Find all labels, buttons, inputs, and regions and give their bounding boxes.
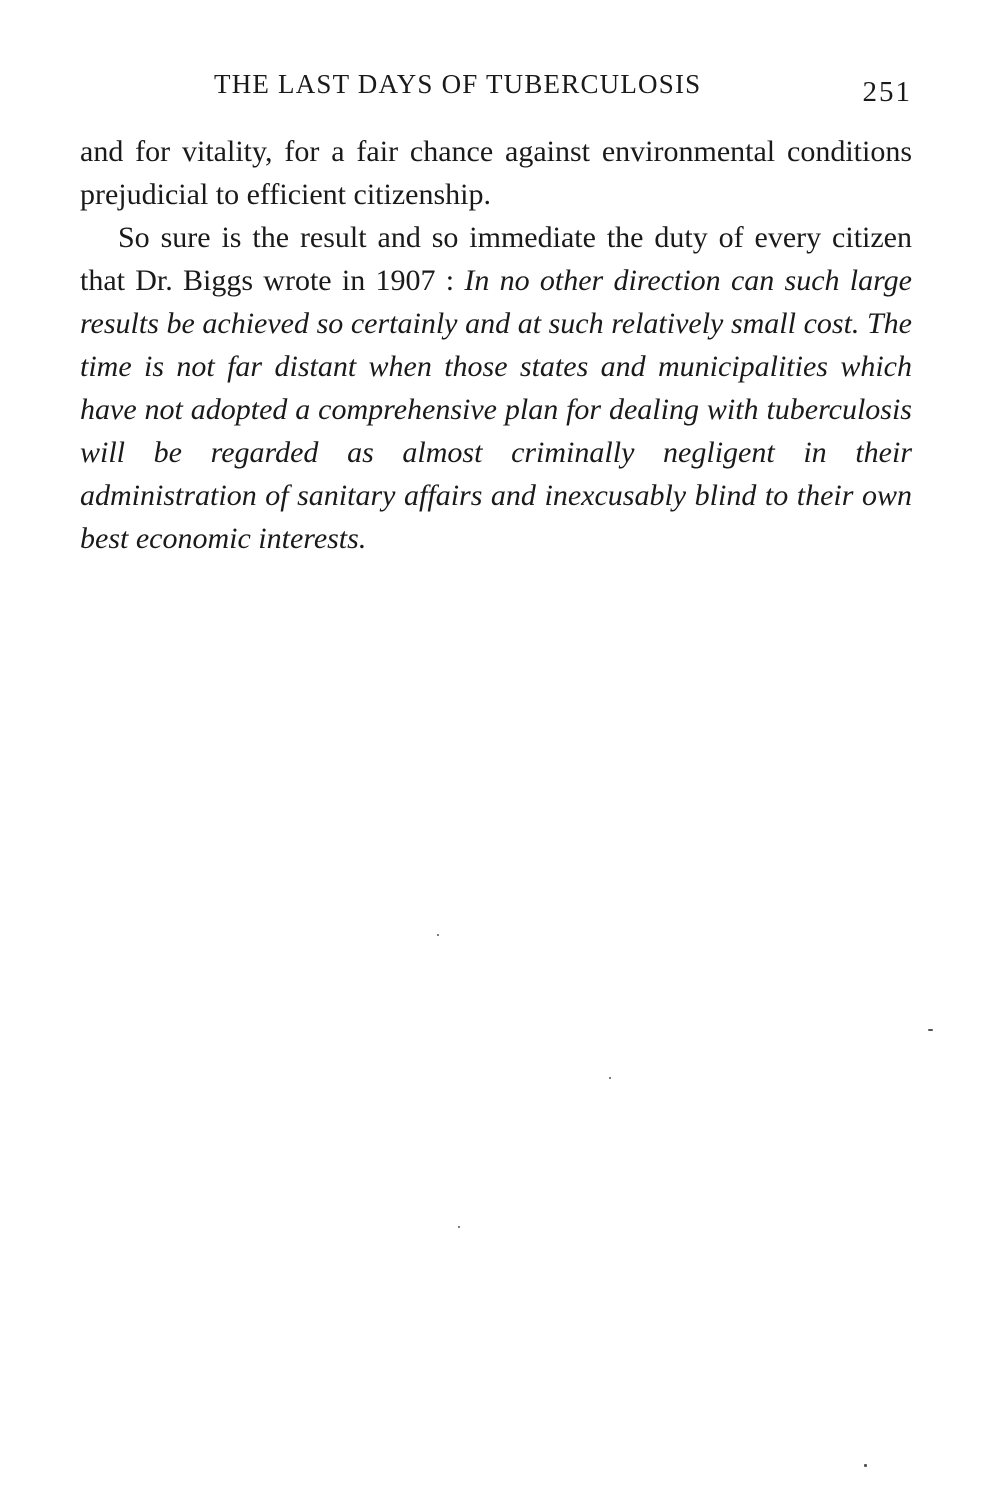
paragraph-continuation: and for vitality, for a fair chance against environmental conditions prejudicial to efficient citizenship. [80, 135, 912, 211]
scan-speck [864, 1464, 867, 1467]
paragraph-biggs-quote [80, 216, 912, 560]
scan-speck [437, 934, 439, 936]
page-number: 251 [862, 76, 912, 108]
scan-speck [458, 1226, 460, 1228]
running-title: THE LAST DAYS OF TUBERCULOSIS [214, 69, 702, 99]
running-head [80, 66, 912, 106]
body-text [80, 130, 912, 560]
scan-speck [609, 1077, 611, 1079]
biggs-quotation: In no other direction can such large results be achieved so certainly and at such relatively small cost. The time is not far distant when those states and municipalities which have not adopted a comprehensive plan for dealing with tuberculosis will be regarded as almost criminally negligent in their administration of sanitary affairs and inexcusably blind to their own best economic interests. [80, 264, 912, 555]
paragraph-lead-text: So sure is the result and so immediate the duty of every citizen that Dr. Biggs wrote in 1907 : [80, 221, 912, 297]
scan-speck [928, 1029, 933, 1031]
